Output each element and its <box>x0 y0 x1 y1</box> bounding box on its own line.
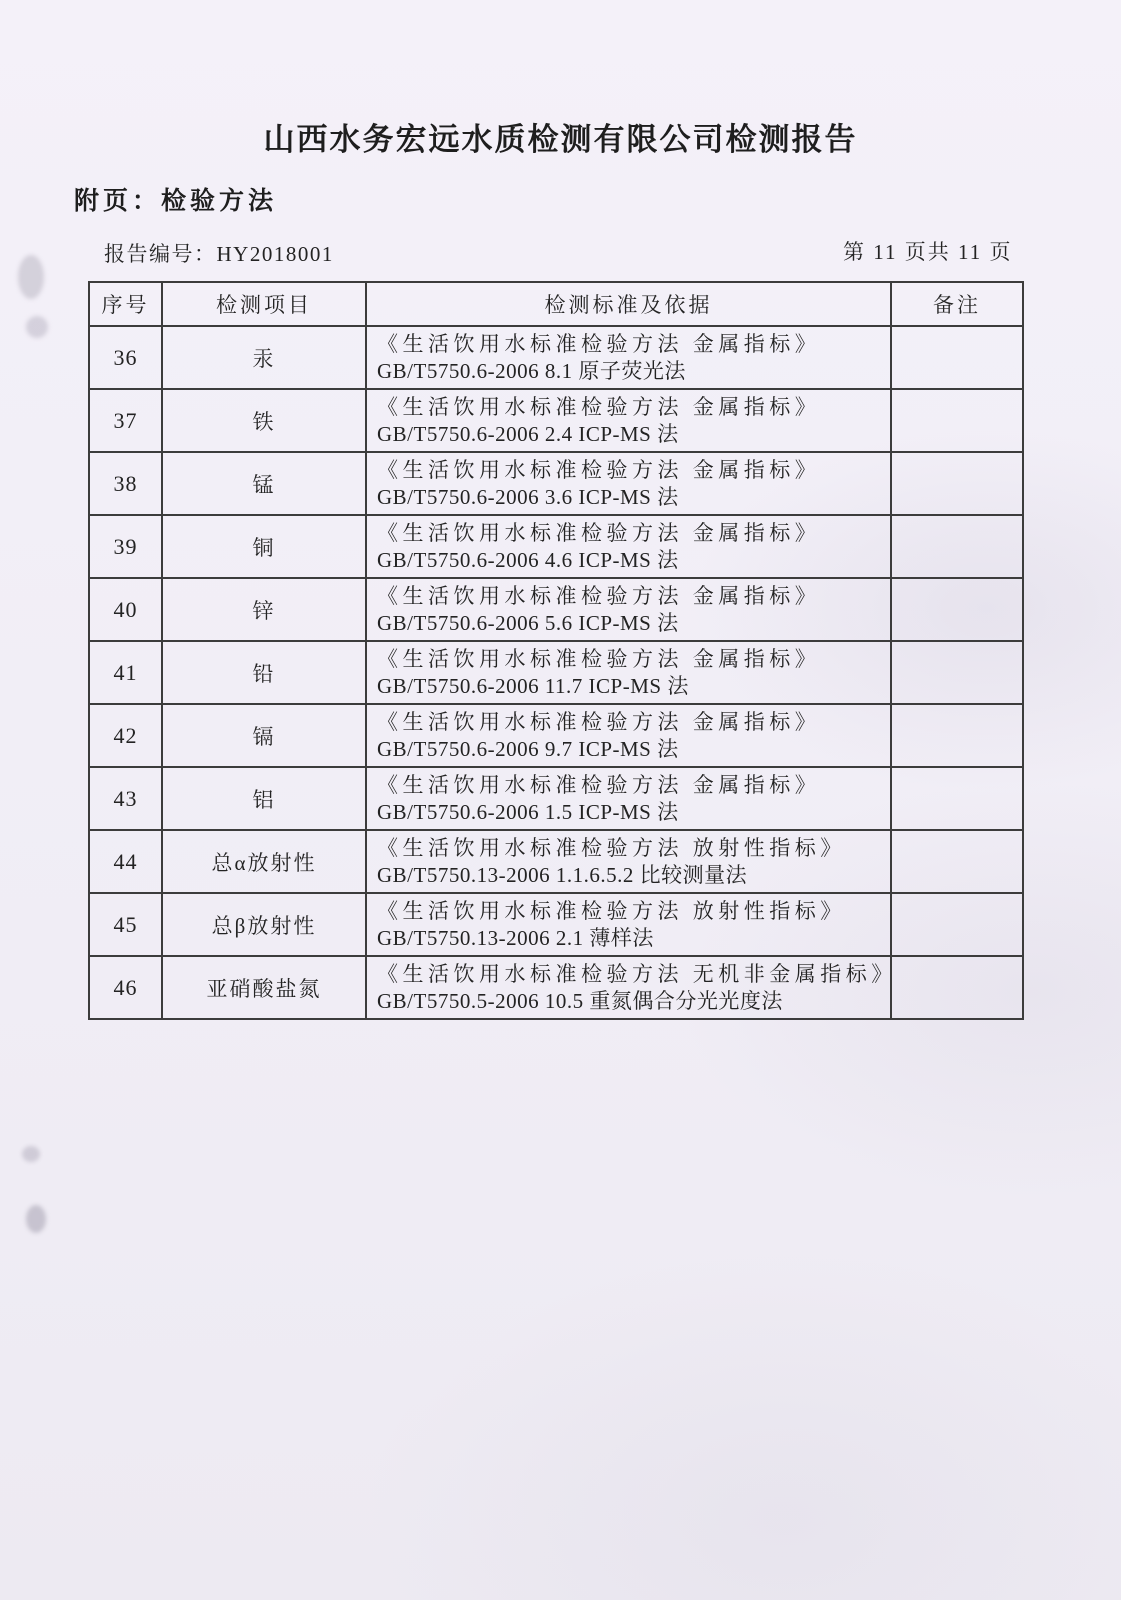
page-title: 山西水务宏远水质检测有限公司检测报告 <box>263 122 858 157</box>
standard-method: GB/T5750.6-2006 11.7 ICP-MS 法 <box>377 674 689 698</box>
cell-item: 铝 <box>162 767 366 830</box>
standard-method: GB/T5750.6-2006 2.4 ICP-MS 法 <box>377 422 679 446</box>
table-row <box>89 515 1023 578</box>
cell-item: 总α放射性 <box>162 830 366 893</box>
cell-seq: 45 <box>89 893 162 956</box>
cell-standard <box>366 830 891 893</box>
standard-title: 《生活饮用水标准检验方法 金属指标》 <box>377 521 821 545</box>
cell-seq: 40 <box>89 578 162 641</box>
cell-item: 锌 <box>162 578 366 641</box>
cell-standard <box>366 704 891 767</box>
standard-method: GB/T5750.6-2006 1.5 ICP-MS 法 <box>377 800 679 824</box>
page-indicator: 第 11 页共 11 页 <box>843 240 1013 264</box>
cell-remark <box>891 389 1023 452</box>
cell-remark <box>891 326 1023 389</box>
page-subtitle: 附页：检验方法 <box>74 188 278 215</box>
standard-title: 《生活饮用水标准检验方法 无机非金属指标》 <box>377 962 897 986</box>
cell-item: 总β放射性 <box>162 893 366 956</box>
standard-method: GB/T5750.6-2006 9.7 ICP-MS 法 <box>377 737 679 761</box>
cell-remark <box>891 767 1023 830</box>
scan-artifact <box>26 316 48 338</box>
cell-standard <box>366 956 897 1019</box>
standard-method: GB/T5750.6-2006 5.6 ICP-MS 法 <box>377 611 679 635</box>
cell-standard <box>366 515 891 578</box>
table-header <box>89 282 1023 326</box>
table-row <box>89 326 1023 389</box>
column-header-remark: 备注 <box>891 282 1023 326</box>
table-row <box>89 641 1023 704</box>
column-header-item: 检测项目 <box>162 282 366 326</box>
cell-remark <box>891 641 1023 704</box>
cell-remark <box>891 515 1023 578</box>
scan-artifact <box>18 255 44 299</box>
cell-item: 铅 <box>162 641 366 704</box>
table-row <box>89 704 1023 767</box>
cell-standard <box>366 641 891 704</box>
cell-item: 锰 <box>162 452 366 515</box>
cell-remark <box>891 893 1023 956</box>
cell-seq: 43 <box>89 767 162 830</box>
cell-remark <box>891 578 1023 641</box>
standard-method: GB/T5750.6-2006 8.1 原子荧光法 <box>377 359 686 383</box>
table-row <box>89 893 1023 956</box>
table-row <box>89 956 1023 1019</box>
standard-method: GB/T5750.13-2006 1.1.6.5.2 比较测量法 <box>377 863 748 887</box>
cell-standard <box>366 767 891 830</box>
table-header-row <box>89 282 1023 326</box>
cell-seq: 44 <box>89 830 162 893</box>
cell-item: 铁 <box>162 389 366 452</box>
cell-item: 汞 <box>162 326 366 389</box>
cell-remark <box>891 830 1023 893</box>
cell-seq: 41 <box>89 641 162 704</box>
standard-method: GB/T5750.5-2006 10.5 重氮偶合分光光度法 <box>377 989 783 1013</box>
cell-seq: 39 <box>89 515 162 578</box>
standard-title: 《生活饮用水标准检验方法 金属指标》 <box>377 773 821 797</box>
test-methods-table <box>88 281 1024 1020</box>
standard-title: 《生活饮用水标准检验方法 金属指标》 <box>377 710 821 734</box>
standard-method: GB/T5750.6-2006 4.6 ICP-MS 法 <box>377 548 679 572</box>
cell-standard <box>366 389 891 452</box>
cell-standard <box>366 326 891 389</box>
scan-artifact <box>26 1205 46 1233</box>
standard-method: GB/T5750.6-2006 3.6 ICP-MS 法 <box>377 485 679 509</box>
cell-remark <box>891 452 1023 515</box>
standard-title: 《生活饮用水标准检验方法 金属指标》 <box>377 458 821 482</box>
table-row <box>89 578 1023 641</box>
standard-title: 《生活饮用水标准检验方法 金属指标》 <box>377 647 821 671</box>
cell-standard <box>366 893 891 956</box>
standard-title: 《生活饮用水标准检验方法 金属指标》 <box>377 584 821 608</box>
cell-seq: 42 <box>89 704 162 767</box>
report-number: 报告编号：HY2018001 <box>104 242 334 266</box>
cell-item: 镉 <box>162 704 366 767</box>
scan-artifact <box>22 1146 40 1162</box>
table-body <box>89 326 1023 1019</box>
standard-title: 《生活饮用水标准检验方法 放射性指标》 <box>377 899 846 923</box>
cell-remark <box>891 956 1023 1019</box>
table-row <box>89 767 1023 830</box>
column-header-standard: 检测标准及依据 <box>366 282 891 326</box>
cell-seq: 38 <box>89 452 162 515</box>
cell-seq: 37 <box>89 389 162 452</box>
standard-method: GB/T5750.13-2006 2.1 薄样法 <box>377 926 654 950</box>
cell-standard <box>366 578 891 641</box>
cell-item: 铜 <box>162 515 366 578</box>
standard-title: 《生活饮用水标准检验方法 金属指标》 <box>377 332 821 356</box>
table-row <box>89 389 1023 452</box>
standard-title: 《生活饮用水标准检验方法 放射性指标》 <box>377 836 846 860</box>
table-row <box>89 452 1023 515</box>
column-header-seq: 序号 <box>89 282 162 326</box>
standard-title: 《生活饮用水标准检验方法 金属指标》 <box>377 395 821 419</box>
cell-standard <box>366 452 891 515</box>
cell-seq: 36 <box>89 326 162 389</box>
cell-item: 亚硝酸盐氮 <box>162 956 366 1019</box>
table-row <box>89 830 1023 893</box>
cell-remark <box>891 704 1023 767</box>
cell-seq: 46 <box>89 956 162 1019</box>
